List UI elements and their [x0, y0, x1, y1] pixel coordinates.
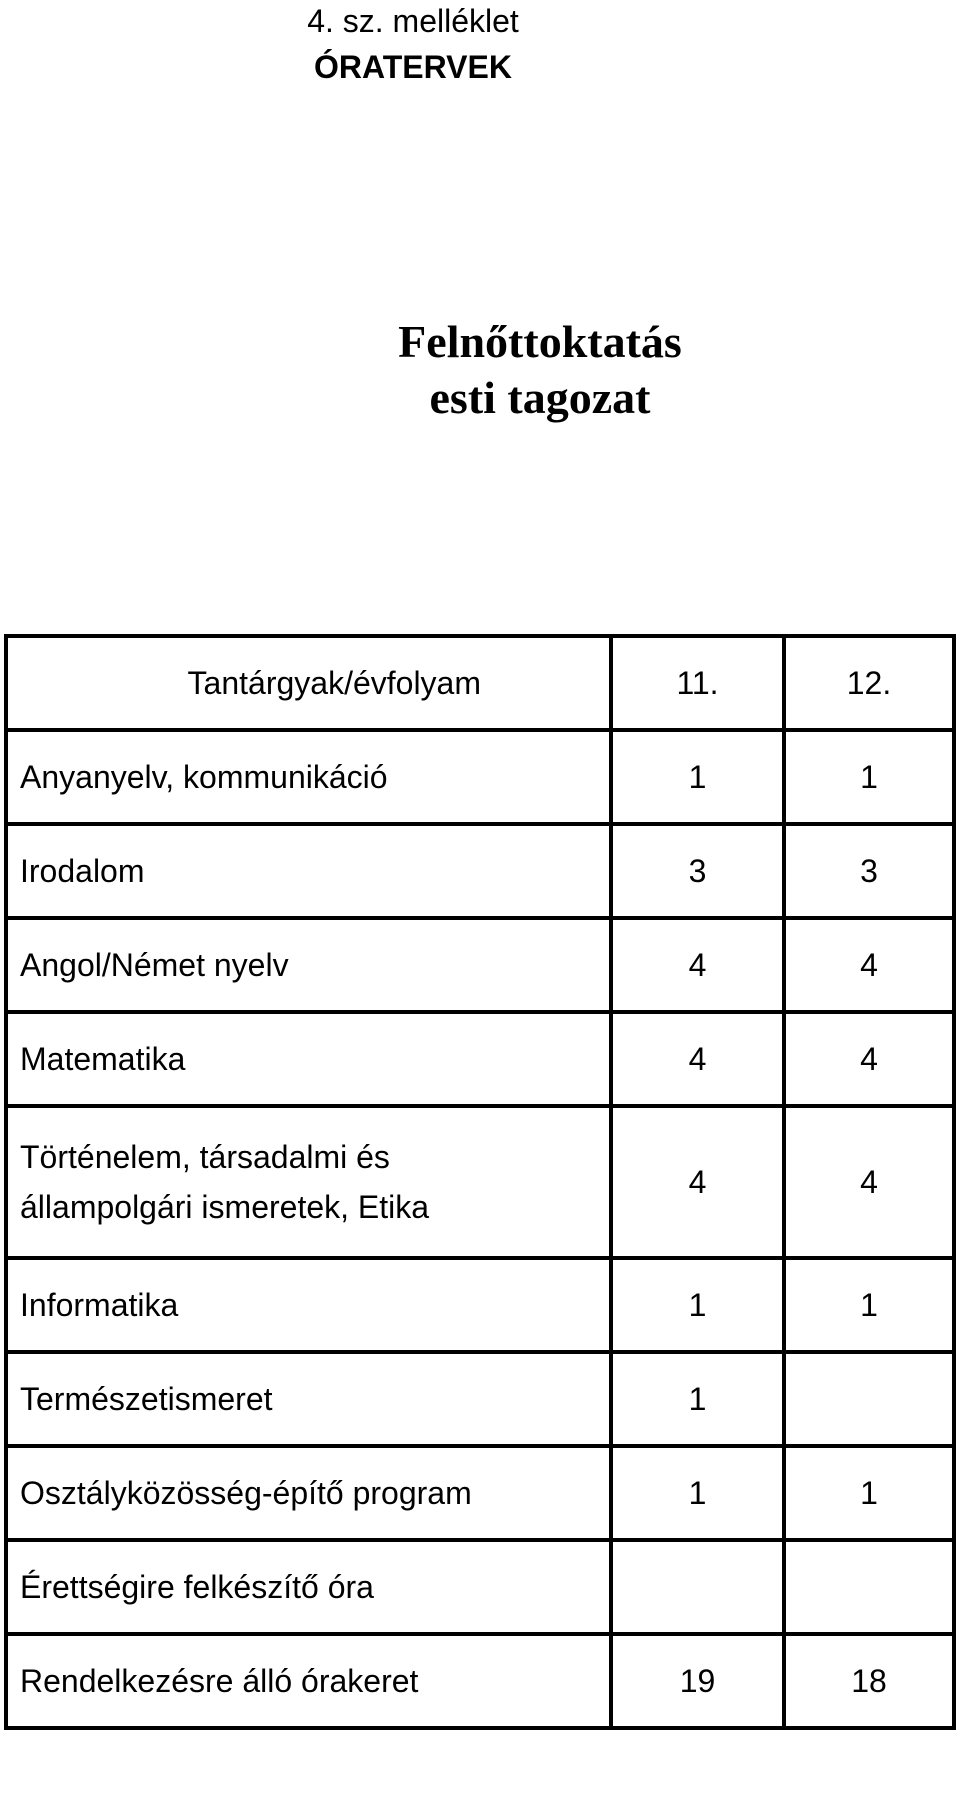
header-year-11: 11.	[611, 636, 784, 730]
table-row	[6, 1446, 954, 1540]
table-row	[6, 1540, 954, 1634]
subject-cell: Rendelkezésre álló órakeret	[6, 1634, 611, 1728]
year-12-hours: 1	[784, 730, 954, 824]
year-11-hours: 3	[611, 824, 784, 918]
year-11-hours: 4	[611, 1106, 784, 1258]
year-12-hours	[784, 1352, 954, 1446]
year-12-hours: 4	[784, 918, 954, 1012]
subject-cell: Irodalom	[6, 824, 611, 918]
header-subject: Tantárgyak/évfolyam	[6, 636, 611, 730]
year-12-hours: 4	[784, 1106, 954, 1258]
subject-line: állampolgári ismeretek, Etika	[20, 1189, 430, 1225]
annex-label: 4. sz. melléklet	[307, 3, 519, 39]
subject-cell: Anyanyelv, kommunikáció	[6, 730, 611, 824]
table-row	[6, 1106, 954, 1258]
subject-cell: Osztályközösség-építő program	[6, 1446, 611, 1540]
subject-cell: Érettségire felkészítő óra	[6, 1540, 611, 1634]
year-11-hours: 1	[611, 730, 784, 824]
year-12-hours: 3	[784, 824, 954, 918]
total-row	[6, 1634, 954, 1728]
subject-line: Történelem, társadalmi és	[20, 1139, 390, 1175]
year-12-hours: 18	[784, 1634, 954, 1728]
table-row	[6, 918, 954, 1012]
plan-title: ÓRATERVEK	[314, 49, 512, 85]
section-title-line2: esti tagozat	[429, 372, 651, 423]
year-11-hours: 1	[611, 1258, 784, 1352]
subject-cell: Matematika	[6, 1012, 611, 1106]
section-title-line1: Felnőttoktatás	[398, 316, 682, 367]
table-row	[6, 1258, 954, 1352]
table-row	[6, 824, 954, 918]
table-header-row	[6, 636, 954, 730]
year-11-hours: 1	[611, 1446, 784, 1540]
year-11-hours: 4	[611, 918, 784, 1012]
year-11-hours: 19	[611, 1634, 784, 1728]
subject-cell: Angol/Német nyelv	[6, 918, 611, 1012]
table-row	[6, 1012, 954, 1106]
curriculum-table	[4, 634, 956, 1730]
table-row	[6, 730, 954, 824]
year-11-hours	[611, 1540, 784, 1634]
subject-cell	[6, 1106, 611, 1258]
subject-cell: Informatika	[6, 1258, 611, 1352]
year-11-hours: 4	[611, 1012, 784, 1106]
year-12-hours: 4	[784, 1012, 954, 1106]
year-12-hours: 1	[784, 1258, 954, 1352]
table-row	[6, 1352, 954, 1446]
year-11-hours: 1	[611, 1352, 784, 1446]
year-12-hours	[784, 1540, 954, 1634]
header-year-12: 12.	[784, 636, 954, 730]
subject-cell: Természetismeret	[6, 1352, 611, 1446]
year-12-hours: 1	[784, 1446, 954, 1540]
